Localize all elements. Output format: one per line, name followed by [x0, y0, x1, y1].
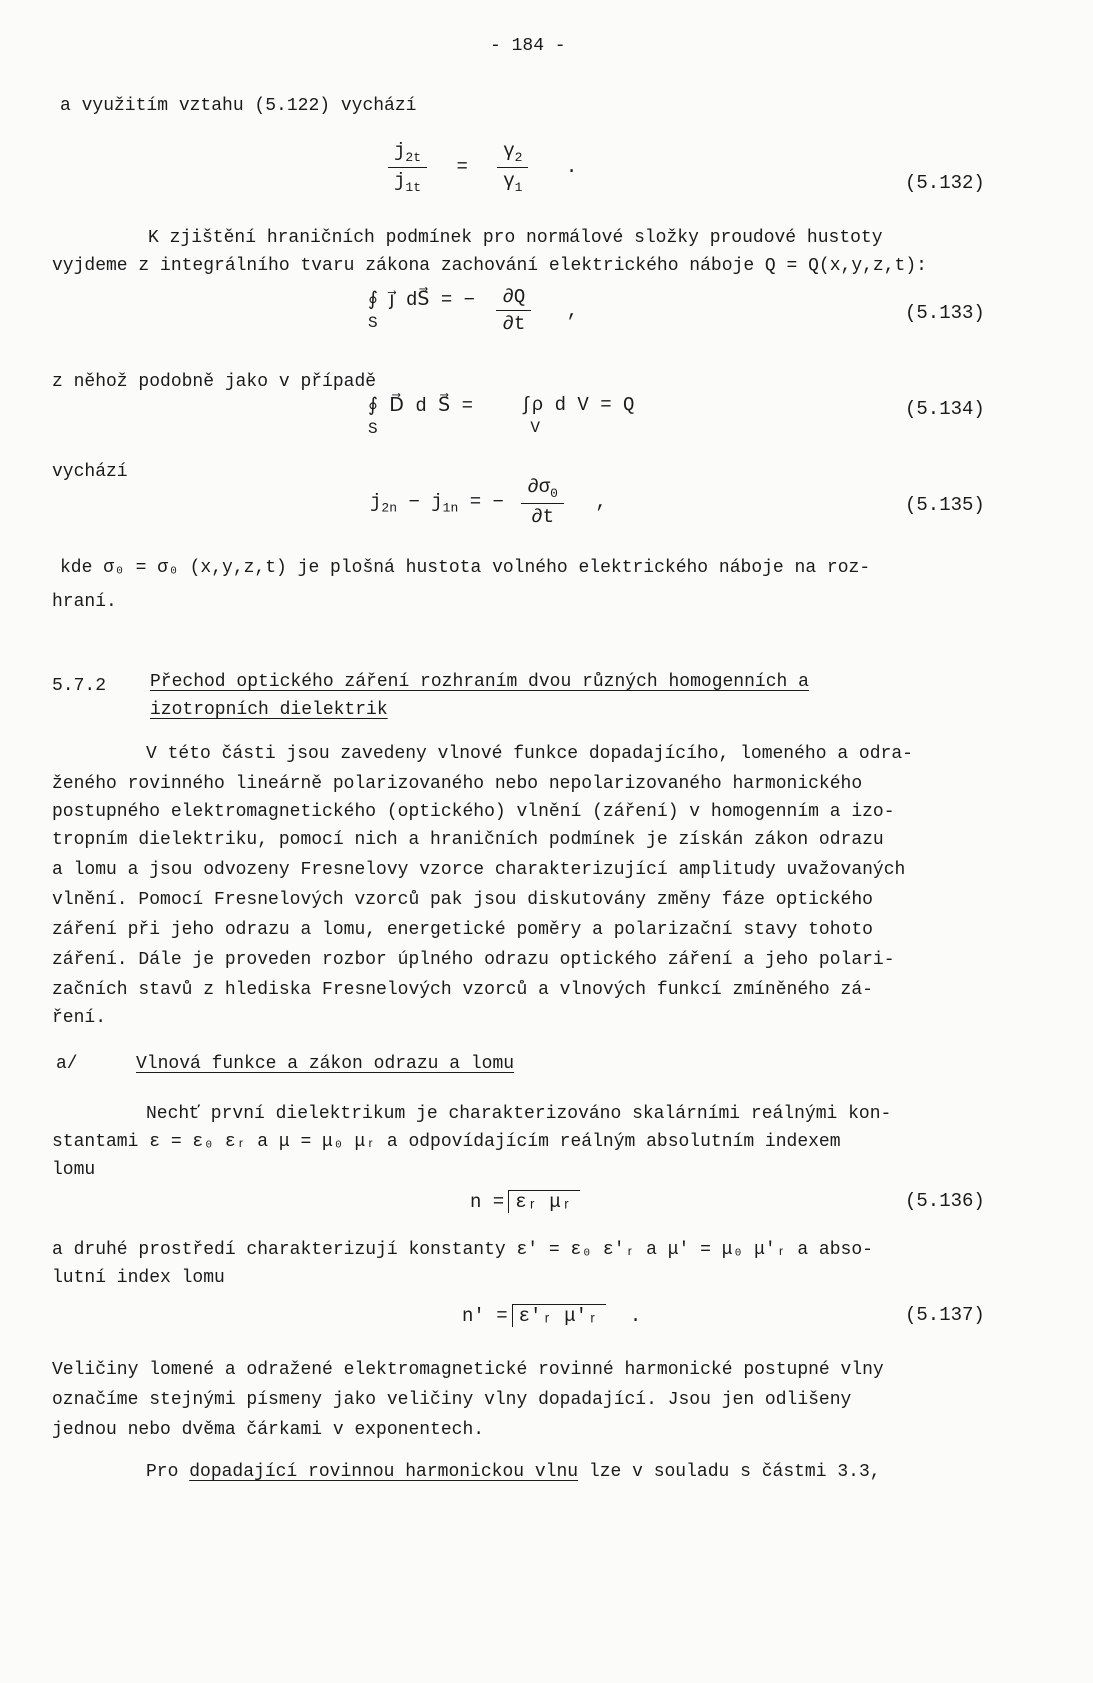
section-title-text-1: Přechod optického záření rozhraním dvou různých homogenních a [150, 672, 809, 692]
para2-line-3: lomu [52, 1160, 96, 1180]
eq133-num: ∂Q [496, 286, 531, 311]
last-line-post: lze v souladu s částmi 3.3, [578, 1462, 881, 1482]
eq135-minus-j1: − j [408, 490, 443, 513]
eq135-den: ∂t [531, 505, 555, 528]
equation-label-5-134: (5.134) [905, 398, 985, 420]
subsection-label: a/ [56, 1054, 78, 1074]
eq134-rhs: ∫ρ d V = Q [520, 394, 635, 416]
eq133-den: ∂t [502, 313, 526, 335]
equation-5-133 [368, 286, 578, 335]
eq135-j2: j [370, 490, 382, 513]
para4-line-2: označíme stejnými písmeny jako veličiny vlny dopadající. Jsou jen odlišeny [52, 1390, 852, 1410]
text-line-vychazi: vychází [52, 462, 128, 482]
last-line [146, 1462, 881, 1484]
equation-label-5-136: (5.136) [905, 1190, 985, 1212]
section-title-text-2: izotropních dielektrik [150, 700, 388, 720]
equation-5-135 [370, 476, 607, 528]
section-title-line-2 [150, 700, 388, 722]
eq132-den-sub: 1 [405, 179, 414, 195]
last-line-underlined: dopadající rovinnou harmonickou vlnu [189, 1462, 579, 1482]
eq137-lhs: n′ = [462, 1305, 508, 1327]
equation-label-5-132: (5.132) [905, 172, 985, 194]
eq135-sub-1: 1 [442, 500, 451, 516]
page-number: - 184 - [490, 36, 566, 56]
eq132-dot: . [565, 156, 578, 179]
eq132-gamma1-sub: 1 [514, 179, 523, 195]
para4-line-1: Veličiny lomené a odražené elektromagnetické rovinné harmonické postupné vlny [52, 1360, 884, 1380]
eq132-num-sub: 2 [405, 149, 414, 165]
eq136-radicand: εᵣ μᵣ [508, 1190, 580, 1213]
equation-label-5-133: (5.133) [905, 302, 985, 324]
eq135-equals: = − [469, 490, 504, 513]
eq133-lhs: ∮ j⃗ dS⃗ = − [368, 289, 476, 311]
para2-line-1: Nechť první dielektrikum je charakterizováno skalárními reálnými kon- [146, 1104, 892, 1124]
para1-line-3: postupného elektromagnetického (optického) vlnění (záření) v homogenním a izo- [52, 802, 895, 822]
eq134-sub-v: V [530, 419, 541, 437]
para1-line-2: ženého rovinného lineárně polarizovaného nebo nepolarizovaného harmonického [52, 774, 863, 794]
subsection-title [136, 1054, 514, 1076]
eq135-sub-2: 2 [381, 500, 390, 516]
para1-line-5: a lomu a jsou odvozeny Fresnelovy vzorce charakterizující amplitudy uvažovaných [52, 860, 906, 880]
equation-5-137 [462, 1304, 641, 1327]
eq136-lhs: n = [470, 1191, 505, 1213]
para1-line-8: záření. Dále je proveden rozbor úplného odrazu optického záření a jeho polari- [52, 950, 895, 970]
eq132-num-sub-t: t [413, 149, 422, 165]
para1-line-7: záření při jeho odrazu a lomu, energetické poměry a polarizační stavy tohoto [52, 920, 873, 940]
eq133-sub-s: S [368, 314, 378, 332]
intro-line: a využitím vztahu (5.122) vychází [60, 96, 417, 116]
eq135-num: ∂σ [527, 476, 551, 498]
eq132-num-j: j [394, 140, 406, 162]
eq135-sub-n1: n [389, 500, 398, 516]
text-line-z: z něhož podobně jako v případě [52, 372, 377, 392]
eq137-dot: . [629, 1305, 642, 1327]
eq135-sub-n2: n [450, 500, 459, 516]
para1-line-1: V této části jsou zavedeny vlnové funkce dopadajícího, lomeného a odra- [146, 744, 913, 764]
eq134-sub-s: S [368, 420, 378, 438]
equation-label-5-137: (5.137) [905, 1304, 985, 1326]
para2-line-2: stantami ε = ε₀ εᵣ a μ = μ₀ μᵣ a odpovídajícím reálným absolutním indexem [52, 1132, 841, 1152]
equation-5-134 [368, 394, 634, 439]
eq132-gamma2-sub: 2 [514, 149, 523, 165]
text-line-hrani: hraní. [52, 592, 117, 612]
eq135-comma: , [595, 490, 607, 513]
equation-5-132: $\frac{j_{2t}}{j_{1t}}$ = $\frac{\gamma_2}{\gamma_1}$ . [388, 140, 577, 195]
para3-line-2: lutní index lomu [52, 1268, 225, 1288]
para4-line-3: jednou nebo dvěma čárkami v exponentech. [52, 1420, 485, 1440]
equation-label-5-135: (5.135) [905, 494, 985, 516]
equation-5-136 [470, 1190, 580, 1213]
text-line-k2: vyjdeme z integrálního tvaru zákona zachování elektrického náboje Q = Q(x,y,z,t): [52, 256, 927, 276]
para1-line-9: začních stavů z hlediska Fresnelových vzorců a vlnových funkcí zmíněného zá- [52, 980, 873, 1000]
text-line-k1: K zjištění hraničních podmínek pro normálové složky proudové hustoty [148, 228, 883, 248]
text-line-kde: kde σ₀ = σ₀ (x,y,z,t) je plošná hustota volného elektrického náboje na roz- [60, 558, 871, 578]
subsection-title-text: Vlnová funkce a zákon odrazu a lomu [136, 1054, 515, 1074]
eq135-num-sub: 0 [550, 485, 558, 501]
eq133-comma: , [566, 299, 579, 322]
para3-line-1: a druhé prostředí charakterizují konstanty ε′ = ε₀ ε′ᵣ a μ′ = μ₀ μ′ᵣ a abso- [52, 1240, 873, 1260]
para1-line-4: tropním dielektriku, pomocí nich a hraničních podmínek je získán zákon odrazu [52, 830, 884, 850]
section-number: 5.7.2 [52, 676, 107, 696]
eq132-gamma2: γ [503, 140, 515, 162]
eq132-den-j: j [394, 169, 406, 192]
section-title-line-1 [150, 672, 809, 694]
eq134-lhs: ∮ D⃗ d S⃗ = [368, 395, 474, 417]
para1-line-10: ření. [52, 1008, 107, 1028]
eq137-radicand: ε′ᵣ μ′ᵣ [512, 1304, 607, 1327]
para1-line-6: vlnění. Pomocí Fresnelových vzorců pak jsou diskutovány změny fáze optického [52, 890, 873, 910]
eq132-den-sub-t: t [413, 179, 422, 195]
eq132-gamma1: γ [503, 169, 515, 192]
last-line-pre: Pro [146, 1462, 190, 1482]
